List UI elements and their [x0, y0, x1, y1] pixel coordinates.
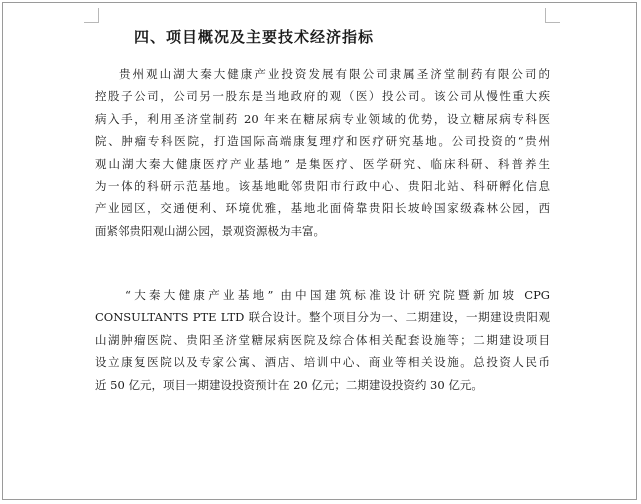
- paragraph-line: “大秦大健康产业基地” 由中国建筑标准设计研究院暨新加坡 CPG: [125, 288, 550, 302]
- paragraph-line: 病入手，利用圣济堂制药 20 年来在糖尿病专业领域的优势，设立糖尿病专科医: [95, 111, 550, 126]
- paragraph-line: 设立康复医院以及专家公寓、酒店、培训中心、商业等相关设施。总投资人民币: [95, 355, 550, 370]
- paragraph-line: 面紧邻贵阳观山湖公园，景观资源极为丰富。: [95, 223, 325, 238]
- paragraph-line: 产业园区，交通便利、环境优雅，基地北面倚靠贵阳长坡岭国家级森林公园，西: [95, 201, 550, 216]
- paragraph-line: 贵州观山湖大秦大健康产业投资发展有限公司隶属圣济堂制药有限公司的: [119, 67, 550, 81]
- paragraph-line: 控股子公司，公司另一股东是当地政府的观（医）投公司。该公司从慢性重大疾: [95, 89, 550, 104]
- paragraph-line: CONSULTANTS PTE LTD 联合设计。整个项目分为一、二期建设，一期建设贵阳观: [95, 310, 550, 325]
- paragraph-line: 观山湖大秦大健康医疗产业基地” 是集医疗、医学研究、临床科研、科普养生: [95, 156, 550, 171]
- paragraph-line: 近 50 亿元，项目一期建设投资预计在 20 亿元；二期建设投资约 30 亿元。: [95, 377, 483, 392]
- paragraph-line: 为一体的科研示范基地。该基地毗邻贵阳市行政中心、贵阳北站、科研孵化信息: [95, 178, 550, 193]
- margin-corner-mark-top-left: [84, 8, 99, 23]
- section-heading: 四、项目概况及主要技术经济指标: [134, 28, 375, 46]
- paragraph-project-overview: [95, 63, 550, 242]
- paragraph-design-and-investment: [95, 284, 550, 396]
- margin-corner-mark-top-right: [545, 8, 560, 23]
- paragraph-line: 山湖肿瘤医院、贵阳圣济堂糖尿病医院及综合体相关配套设施等；二期建设项目: [95, 332, 550, 347]
- paragraph-line: 院、肿瘤专科医院，打造国际高端康复理疗和医疗研究基地。公司投资的“贵州: [95, 134, 550, 149]
